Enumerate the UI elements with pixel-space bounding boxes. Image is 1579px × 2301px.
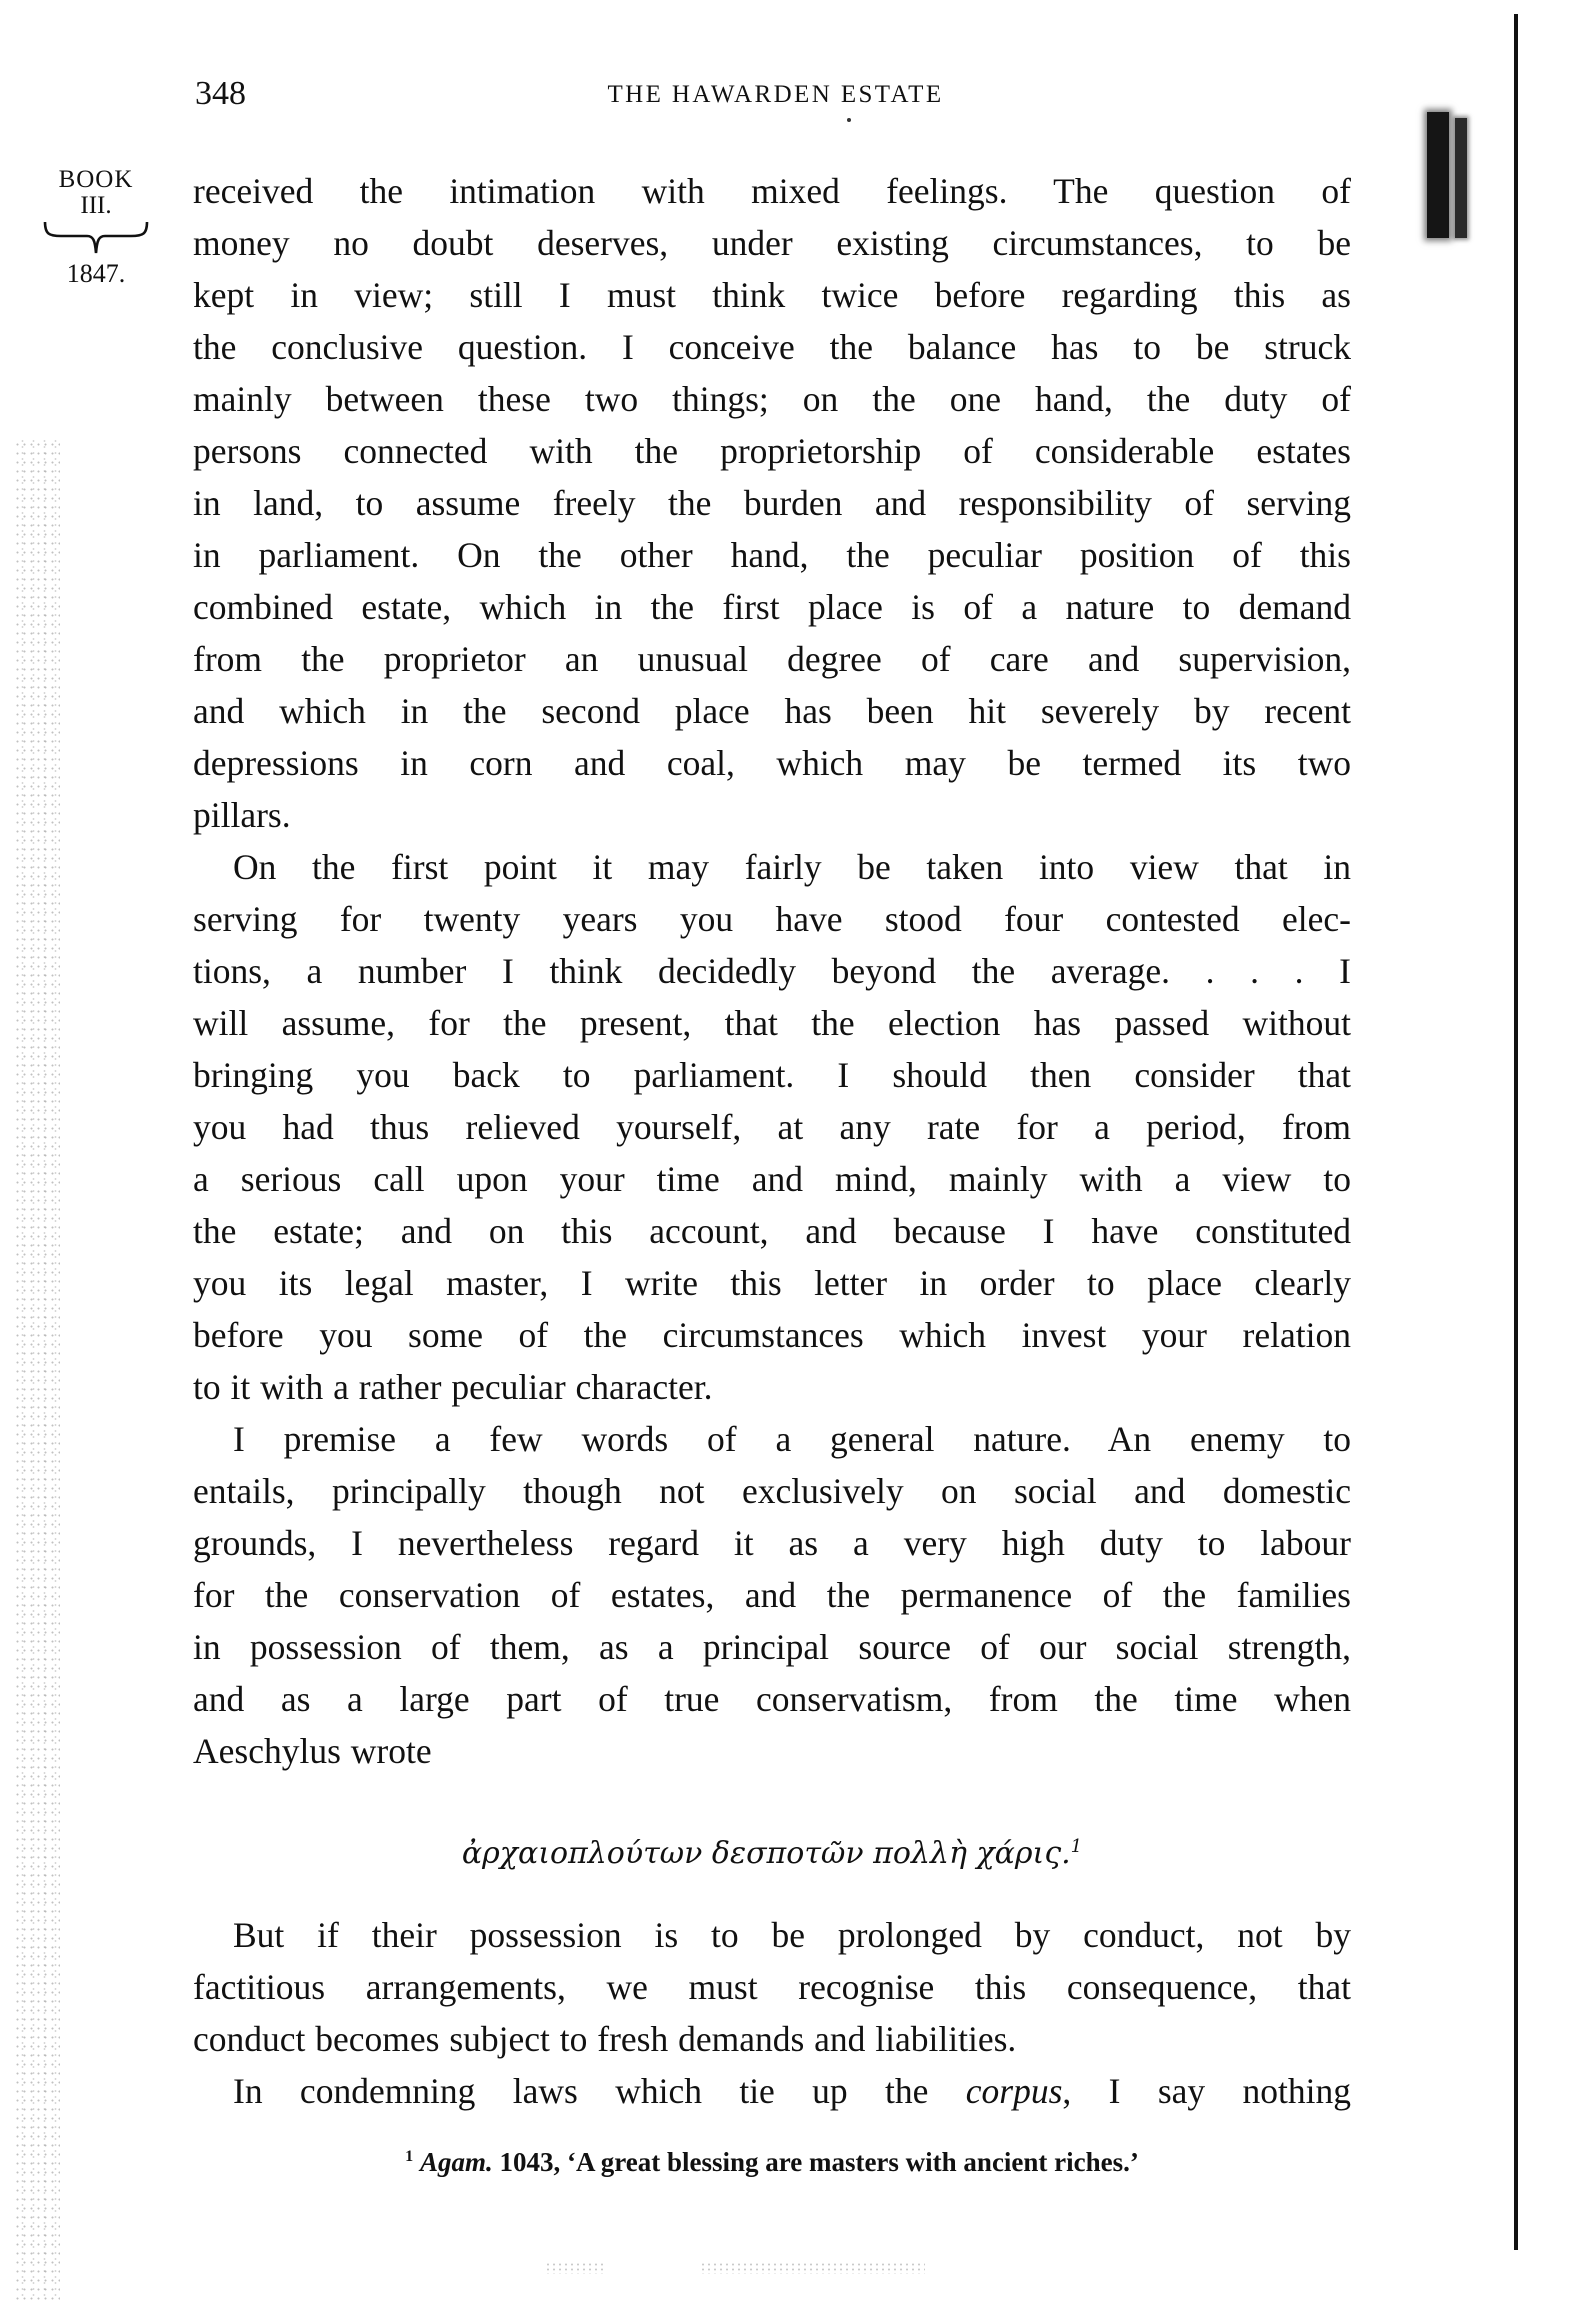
text-line: factitious arrangements, we must recognise this consequence, that xyxy=(193,1967,1351,2007)
running-title: THE HAWARDEN ESTATE xyxy=(607,81,944,108)
scan-noise xyxy=(700,2262,925,2274)
text-line: money no doubt deserves, under existing circumstances, to be xyxy=(193,223,1351,263)
text-line: entails, principally though not exclusively on social and domestic xyxy=(193,1471,1351,1511)
text-line: in parliament. On the other hand, the peculiar position of this xyxy=(193,535,1351,575)
text-line: grounds, I nevertheless regard it as a very high duty to labour xyxy=(193,1523,1351,1563)
footnote-number: 1 xyxy=(405,2147,414,2165)
text-run: , I say nothing xyxy=(1062,2071,1351,2111)
footnote-marker: 1 xyxy=(1070,1836,1083,1857)
paragraph-start-line: But if their possession is to be prolonged by conduct, not by xyxy=(233,1915,1351,1955)
footnote-reference: Agam. xyxy=(419,2147,493,2177)
footnote xyxy=(193,2144,1351,2180)
margin-note-year: 1847. xyxy=(66,259,126,288)
gutter-noise xyxy=(14,440,60,2300)
page-number: 348 xyxy=(195,75,246,112)
scan-smudge xyxy=(1413,100,1471,256)
text-line: persons connected with the proprietorship of considerable estates xyxy=(193,431,1351,471)
greek-quote-text: ἀρχαιοπλούτων δεσποτῶν πολλὴ χάρις. xyxy=(461,1836,1071,1871)
scan-noise xyxy=(545,2262,605,2274)
text-line: the conclusive question. I conceive the balance has to be struck xyxy=(193,327,1351,367)
paragraph-end-line: pillars. xyxy=(193,795,291,835)
text-line: serving for twenty years you have stood four contested elec- xyxy=(193,899,1351,939)
paragraph-start-line xyxy=(193,2065,1351,2117)
text-line: for the conservation of estates, and the permanence of the families xyxy=(193,1575,1351,1615)
text-line: received the intimation with mixed feelings. The question of xyxy=(193,171,1351,211)
page-edge-line xyxy=(1514,14,1518,2250)
text-line: in possession of them, as a principal source of our social strength, xyxy=(193,1627,1351,1667)
margin-note-book: BOOK xyxy=(58,166,134,193)
text-line: you its legal master, I write this letter in order to place clearly xyxy=(193,1263,1351,1303)
text-line: bringing you back to parliament. I should then consider that xyxy=(193,1055,1351,1095)
paragraph-end-line: to it with a rather peculiar character. xyxy=(193,1367,713,1407)
text-line: and as a large part of true conservatism, from the time when xyxy=(193,1679,1351,1719)
body-text xyxy=(193,165,1351,1777)
body-text-continued xyxy=(193,1909,1351,2117)
text-line: in land, to assume freely the burden and responsibility of serving xyxy=(193,483,1351,523)
text-line: tions, a number I think decidedly beyond the average. . . . I xyxy=(193,951,1351,991)
margin-note-volume: III. xyxy=(80,192,112,219)
scan-speck xyxy=(847,118,851,122)
text-line: the estate; and on this account, and because I have constituted xyxy=(193,1211,1351,1251)
margin-note xyxy=(36,166,156,290)
greek-quotation xyxy=(193,1834,1351,1874)
text-line: combined estate, which in the first place is of a nature to demand xyxy=(193,587,1351,627)
text-line: mainly between these two things; on the one hand, the duty of xyxy=(193,379,1351,419)
text-line: depressions in corn and coal, which may be termed its two xyxy=(193,743,1351,783)
text-line: before you some of the circumstances which invest your relation xyxy=(193,1315,1351,1355)
paragraph-start-line: On the first point it may fairly be taken into view that in xyxy=(233,847,1351,887)
smudge-mark xyxy=(1427,112,1449,238)
text-line: a serious call upon your time and mind, mainly with a view to xyxy=(193,1159,1351,1199)
paragraph-end-line: conduct becomes subject to fresh demands and liabilities. xyxy=(193,2019,1017,2059)
text-line: will assume, for the present, that the election has passed without xyxy=(193,1003,1351,1043)
text-line: you had thus relieved yourself, at any rate for a period, from xyxy=(193,1107,1351,1147)
text-run: In condemning laws which tie up the xyxy=(233,2071,966,2111)
text-line: kept in view; still I must think twice before regarding this as xyxy=(193,275,1351,315)
text-line: from the proprietor an unusual degree of care and supervision, xyxy=(193,639,1351,679)
curly-brace-icon xyxy=(41,220,151,256)
italic-term: corpus xyxy=(965,2071,1063,2111)
text-line: and which in the second place has been hit severely by recent xyxy=(193,691,1351,731)
paragraph-end-line: Aeschylus wrote xyxy=(193,1731,432,1771)
paragraph-start-line: I premise a few words of a general nature. An enemy to xyxy=(233,1419,1351,1459)
smudge-mark xyxy=(1455,118,1467,238)
footnote-text: 1043, ‘A great blessing are masters with ancient riches.’ xyxy=(492,2147,1139,2177)
